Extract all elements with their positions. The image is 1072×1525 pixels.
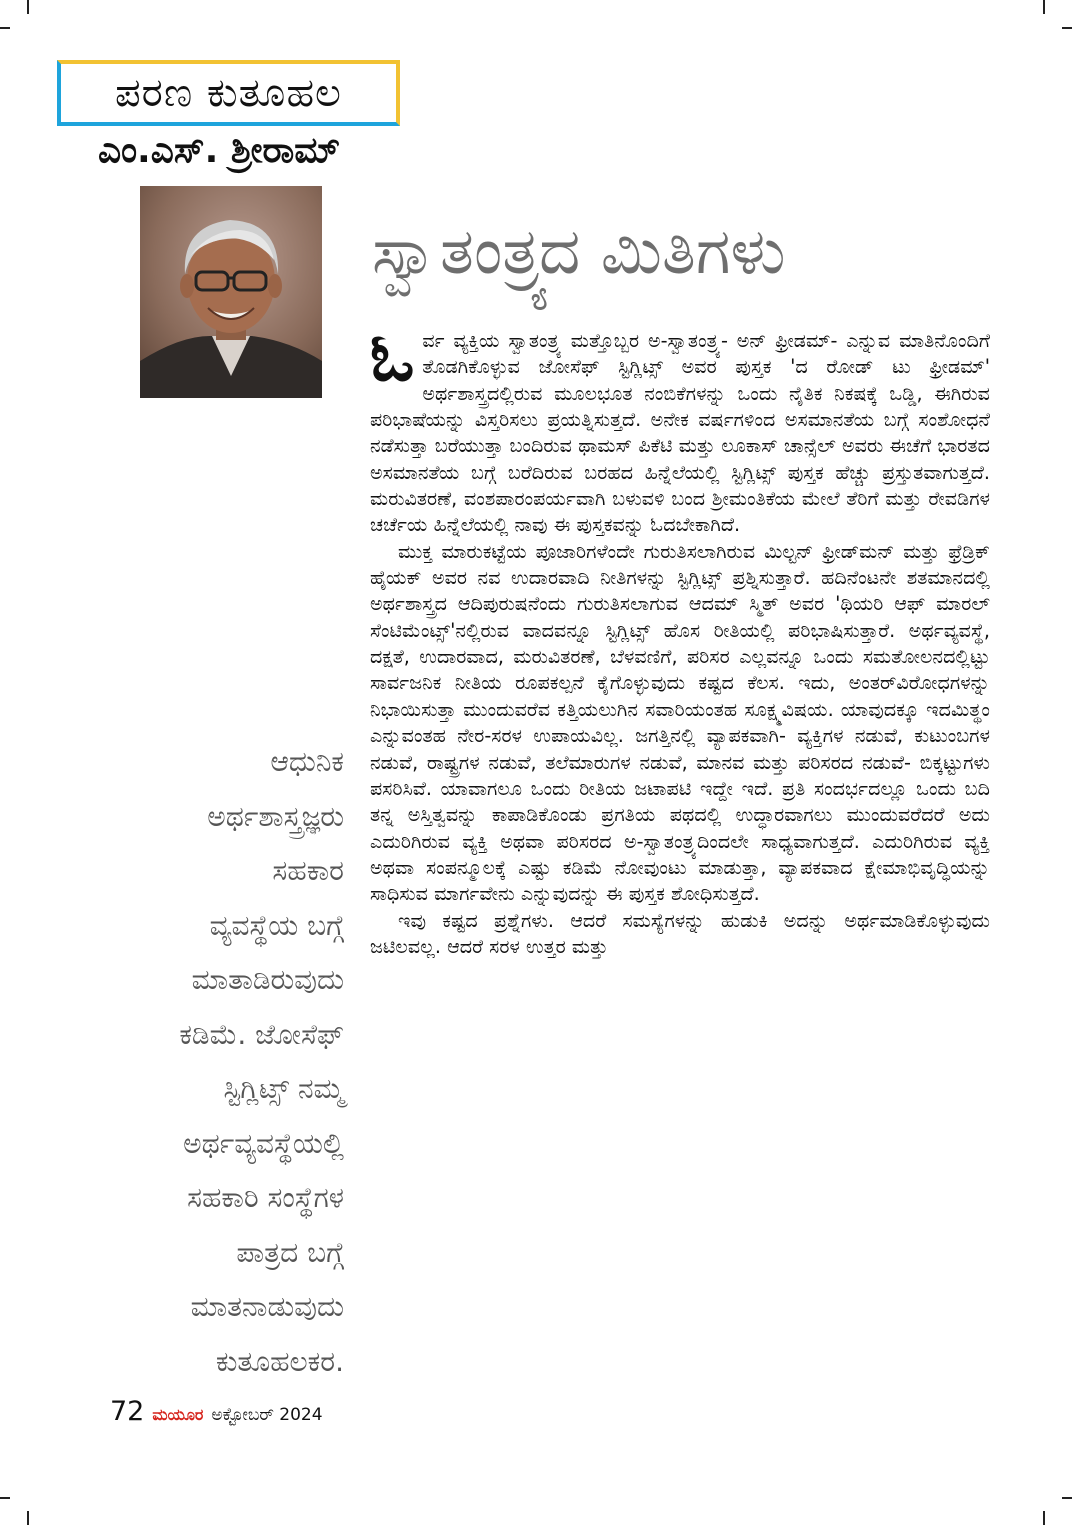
- crop-mark: [27, 0, 29, 14]
- page-number: 72: [110, 1396, 145, 1427]
- pull-quote-line: ಅರ್ಥವ್ಯವಸ್ಥೆಯಲ್ಲಿ: [183, 1126, 344, 1160]
- drop-cap: ಓ: [370, 319, 415, 396]
- author-photo: [140, 186, 322, 398]
- pull-quote-line: ಅರ್ಥಶಾಸ್ತ್ರಜ್ಞರು: [207, 799, 344, 833]
- column-title-box: [57, 60, 400, 126]
- pull-quote-line: ಮಾತಾಡಿರುವುದು: [191, 963, 344, 996]
- author-name: ಎಂ.ಎಸ್. ಶ್ರೀರಾಮ್: [98, 130, 341, 171]
- pull-quote-line: ಮಾತನಾಡುವುದು: [190, 1290, 344, 1323]
- author-photo-illustration: [140, 186, 322, 398]
- headline: ಸ್ವಾತಂತ್ರ್ಯದ ಮಿತಿಗಳು: [372, 215, 786, 289]
- crop-mark: [0, 1497, 10, 1499]
- crop-mark: [27, 1511, 29, 1525]
- crop-mark: [1043, 1511, 1045, 1525]
- article-paragraph: ಮುಕ್ತ ಮಾರುಕಟ್ಟೆಯ ಪೂಜಾರಿಗಳೆಂದೇ ಗುರುತಿಸಲಾಗಿರುವ ಮಿಲ್ಟನ್ ಫ್ರೀಡ್‌ಮನ್ ಮತ್ತು ಫ್ರೆಡ್ರಿಕ್ ಹೈಯಕ್ ಅವರ ನವ ಉದಾರವಾದಿ ನೀತಿಗಳನ್ನು ಸ್ಟಿಗ್ಲಿಟ್ಸ್ ಪ್ರಶ್ನಿಸುತ್ತಾರೆ. ಹದಿನೆಂಟನೇ ಶತಮಾನದಲ್ಲಿ ಅರ್ಥಶಾಸ್ತ್ರದ ಆದಿಪುರುಷನೆಂದು ಗುರುತಿಸಲಾಗುವ ಆದಮ್ ಸ್ಮಿತ್ ಅವರ 'ಥಿಯರಿ ಆಫ್ ಮಾರಲ್ ಸೆಂಟಿಮೆಂಟ್ಸ್'ನಲ್ಲಿರುವ ವಾದವನ್ನೂ ಸ್ಟಿಗ್ಲಿಟ್ಸ್ ಹೊಸ ರೀತಿಯಲ್ಲಿ ಪರಿಭಾಷಿಸುತ್ತಾರೆ. ಅರ್ಥವ್ಯವಸ್ಥೆ, ದಕ್ಷತೆ, ಉದಾರವಾದ, ಮರುವಿತರಣೆ, ಬೆಳವಣಿಗೆ, ಪರಿಸರ ಎಲ್ಲವನ್ನೂ ಒಂದು ಸಮತೋಲನದಲ್ಲಿಟ್ಟು ಸಾರ್ವಜನಿಕ ನೀತಿಯ ರೂಪಕಲ್ಪನೆ ಕೈಗೊಳ್ಳುವುದು ಕಷ್ಟದ ಕೆಲಸ. ಇದು, ಅಂತರ್‌ವಿರೋಧಗಳನ್ನು ನಿಭಾಯಿಸುತ್ತಾ ಮುಂದುವರೆವ ಕತ್ತಿಯಲುಗಿನ ಸವಾರಿಯಂತಹ ಸೂಕ್ಷ್ಮವಿಷಯ. ಯಾವುದಕ್ಕೂ ಇದಮಿತ್ಥಂ ಎನ್ನುವಂತಹ ನೇರ-ಸರಳ ಉಪಾಯವಿಲ್ಲ. ಜಗತ್ತಿನಲ್ಲಿ ವ್ಯಾಪಕವಾಗಿ- ವ್ಯಕ್ತಿಗಳ ನಡುವೆ, ಕುಟುಂಬಗಳ ನಡುವೆ, ರಾಷ್ಟ್ರಗಳ ನಡುವೆ, ತಲೆಮಾರುಗಳ ನಡುವೆ, ಮಾನವ ಮತ್ತು ಪರಿಸರದ ನಡುವೆ- ಬಿಕ್ಕಟ್ಟುಗಳು ಪಸರಿಸಿವೆ. ಯಾವಾಗಲೂ ಒಂದು ರೀತಿಯ ಜಟಾಪಟಿ ಇದ್ದೇ ಇದೆ. ಪ್ರತಿ ಸಂದರ್ಭದಲ್ಲೂ ಒಂದು ಬದಿ ತನ್ನ ಅಸ್ತಿತ್ವವನ್ನು ಕಾಪಾಡಿಕೊಂಡು ಪ್ರಗತಿಯ ಪಥದಲ್ಲಿ ಉದ್ಧಾರವಾಗಲು ಮುಂದುವರೆದರೆ ಅದು ಎದುರಿಗಿರುವ ವ್ಯಕ್ತಿ ಅಥವಾ ಪರಿಸರದ ಅ-ಸ್ವಾತಂತ್ರ್ಯದಿಂದಲೇ ಸಾಧ್ಯವಾಗುತ್ತದೆ. ಎದುರಿಗಿರುವ ವ್ಯಕ್ತಿ ಅಥವಾ ಸಂಪನ್ಮೂಲಕ್ಕೆ ಎಷ್ಟು ಕಡಿಮೆ ನೋವುಂಟು ಮಾಡುತ್ತಾ, ವ್ಯಾಪಕವಾದ ಕ್ಷೇಮಾಭಿವೃದ್ಧಿಯನ್ನು ಸಾಧಿಸುವ ಮಾರ್ಗವೇನು ಎನ್ನುವುದನ್ನು ಈ ಪುಸ್ತಕ ಶೋಧಿಸುತ್ತದೆ.: [370, 539, 990, 906]
- pull-quote: [120, 735, 344, 1389]
- pull-quote-line: ಕುತೂಹಲಕರ.: [215, 1344, 344, 1378]
- magazine-name: ಮಯೂರ: [152, 1405, 204, 1424]
- pull-quote-line: ಆಧುನಿಕ: [270, 745, 344, 778]
- pull-quote-line: ಸಹಕಾರಿ ಸಂಸ್ಥೆಗಳ: [187, 1181, 344, 1214]
- crop-mark: [1043, 0, 1045, 14]
- column-title: ಪರಣ ಕುತೂಹಲ: [115, 70, 342, 116]
- pull-quote-line: ವ್ಯವಸ್ಥೆಯ ಬಗ್ಗೆ: [209, 908, 344, 942]
- crop-mark: [1062, 1497, 1072, 1499]
- pull-quote-line: ಸಹಕಾರ: [272, 854, 344, 887]
- article-paragraph: [370, 319, 990, 539]
- crop-mark: [1062, 27, 1072, 29]
- article-paragraph: ಇವು ಕಷ್ಟದ ಪ್ರಶ್ನೆಗಳು. ಆದರೆ ಸಮಸ್ಯೆಗಳನ್ನು ಹುಡುಕಿ ಅದನ್ನು ಅರ್ಥಮಾಡಿಕೊಳ್ಳುವುದು ಜಟಿಲವಲ್ಲ. ಆದರೆ ಸರಳ ಉತ್ತರ ಮತ್ತು: [370, 908, 990, 958]
- pull-quote-line: ಪಾತ್ರದ ಬಗ್ಗೆ: [236, 1235, 344, 1269]
- pull-quote-line: ಕಡಿಮೆ. ಜೋಸೆಫ್: [179, 1017, 344, 1051]
- page-footer: [110, 1396, 323, 1427]
- crop-mark: [0, 27, 10, 29]
- article-body: [370, 319, 990, 960]
- paragraph-text: ರ್ವ ವ್ಯಕ್ತಿಯ ಸ್ವಾತಂತ್ರ್ಯ ಮತ್ತೊಬ್ಬರ ಅ-ಸ್ವಾತಂತ್ರ್ಯ- ಅನ್ ಫ್ರೀಡಮ್- ಎನ್ನುವ ಮಾತಿನೊಂದಿಗೆ ತೊಡಗಿಕೊಳ್ಳುವ ಜೋಸೆಫ್ ಸ್ಟಿಗ್ಲಿಟ್ಸ್ ಅವರ ಪುಸ್ತಕ 'ದ ರೋಡ್ ಟು ಫ್ರೀಡಮ್' ಅರ್ಥಶಾಸ್ತ್ರದಲ್ಲಿರುವ ಮೂಲಭೂತ ನಂಬಿಕೆಗಳನ್ನು ಒಂದು ನೈತಿಕ ನಿಕಷಕ್ಕೆ ಒಡ್ಡಿ, ಈಗಿರುವ ಪರಿಭಾಷೆಯನ್ನು ವಿಸ್ತರಿಸಲು ಪ್ರಯತ್ನಿಸುತ್ತದೆ. ಅನೇಕ ವರ್ಷಗಳಿಂದ ಅಸಮಾನತೆಯ ಬಗ್ಗೆ ಸಂಶೋಧನೆ ನಡೆಸುತ್ತಾ ಬರೆಯುತ್ತಾ ಬಂದಿರುವ ಥಾಮಸ್ ಪಿಕೆಟಿ ಮತ್ತು ಲೂಕಾಸ್ ಚಾನ್ಸೆಲ್ ಅವರು ಈಚೆಗೆ ಭಾರತದ ಅಸಮಾನತೆಯ ಬಗ್ಗೆ ಬರೆದಿರುವ ಬರಹದ ಹಿನ್ನೆಲೆಯಲ್ಲಿ ಸ್ಟಿಗ್ಲಿಟ್ಸ್ ಪುಸ್ತಕ ಹೆಚ್ಚು ಪ್ರಸ್ತುತವಾಗುತ್ತದೆ. ಮರುವಿತರಣೆ, ವಂಶಪಾರಂಪರ್ಯವಾಗಿ ಬಳುವಳಿ ಬಂದ ಶ್ರೀಮಂತಿಕೆಯ ಮೇಲೆ ತೆರಿಗೆ ಮತ್ತು ರೇವಡಿಗಳ ಚರ್ಚೆಯ ಹಿನ್ನೆಲೆಯಲ್ಲಿ ನಾವು ಈ ಪುಸ್ತಕವನ್ನು ಓದಬೇಕಾಗಿದೆ.: [370, 329, 990, 537]
- pull-quote-line: ಸ್ಟಿಗ್ಲಿಟ್ಸ್ ನಮ್ಮ: [223, 1072, 344, 1105]
- issue-date: ಅಕ್ಟೋಬರ್ 2024: [211, 1405, 323, 1425]
